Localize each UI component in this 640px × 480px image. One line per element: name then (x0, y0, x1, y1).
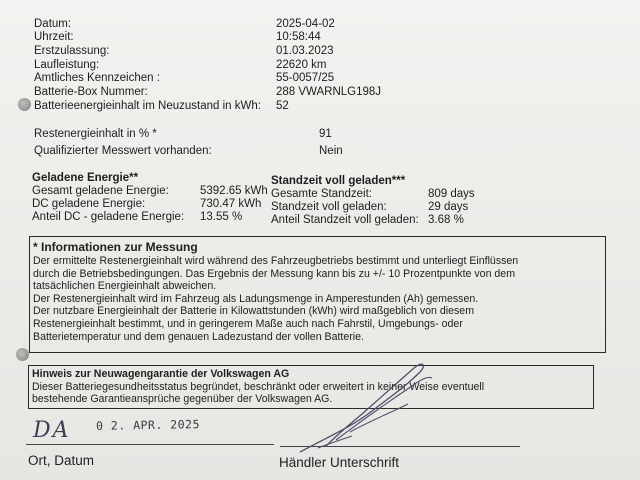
info-line: tatsächlichen Energieinhalt abweichen. (33, 280, 217, 293)
field-value: 29 days (428, 201, 469, 213)
field-label: Laufleistung: (34, 59, 100, 71)
punch-hole-top (18, 98, 31, 111)
field-label: Gesamte Standzeit: (271, 188, 372, 200)
warranty-notice-box (28, 365, 594, 409)
field-value: 91 (319, 128, 332, 140)
warranty-line: bestehende Garantieansprüche gegenüber der Volkswagen AG. (32, 393, 333, 406)
place-date-label: Ort, Datum (28, 453, 95, 468)
info-line: Der Restenergieinhalt wird im Fahrzeug als Ladungsmenge in Amperestunden (Ah) gemessen. (33, 292, 479, 305)
field-label: Restenergieinhalt in % * (34, 128, 157, 140)
signature-line (280, 446, 520, 447)
field-value: 52 (276, 100, 289, 112)
place-date-line (26, 444, 274, 445)
field-label: Standzeit voll geladen: (271, 201, 387, 213)
field-value: 809 days (428, 188, 475, 200)
field-label: Erstzulassung: (34, 45, 110, 57)
field-value: 22620 km (276, 59, 327, 71)
field-label: DC geladene Energie: (32, 198, 146, 210)
punch-hole-bottom (16, 348, 29, 361)
field-value: 3.68 % (428, 214, 464, 226)
field-label: Qualifizierter Messwert vorhanden: (34, 145, 212, 157)
field-label: Amtliches Kennzeichen : (34, 72, 160, 84)
info-line: Restenergieinhalt bestimmt, und in geringerem Maße auch nach Fahrstil, Umgebungs- oder (33, 317, 463, 330)
section-heading: Standzeit voll geladen*** (271, 175, 406, 187)
field-value: 55-0057/25 (276, 72, 335, 84)
field-value: 01.03.2023 (276, 45, 334, 57)
field-value: 288 VWARNLG198J (276, 86, 382, 98)
field-value: 10:58:44 (276, 31, 321, 43)
field-value: 13.55 % (200, 211, 243, 223)
field-label: Batterieenergieinhalt im Neuzustand in kWh: (34, 100, 261, 112)
field-value: 2025-04-02 (276, 18, 335, 30)
info-line: Der nutzbare Energieinhalt der Batterie in Kilowattstunden (kWh) wird maßgeblich von diesem (33, 305, 475, 318)
info-box-title: * Informationen zur Messung (33, 240, 198, 254)
field-value: 5392.65 kWh (200, 185, 268, 197)
field-value: Nein (319, 145, 343, 157)
field-label: Batterie-Box Nummer: (34, 86, 148, 98)
field-label: Uhrzeit: (34, 31, 74, 43)
info-line: durch die Betriebsbedingungen. Das Ergebnis der Messung kann bis zu +/- 10 Prozentpunkte von dem (33, 267, 516, 280)
measurement-info-box (29, 236, 606, 353)
field-label: Gesamt geladene Energie: (32, 185, 169, 197)
section-heading: Geladene Energie** (32, 172, 139, 184)
warranty-line: Dieser Batteriegesundheitsstatus begründet, beschränkt oder erweitert in keiner Weise eventuell (32, 380, 485, 393)
info-line: Der ermittelte Restenergieinhalt wird während des Fahrzeugbetriebs bestimmt und unterliegt Einflüssen (33, 255, 519, 267)
dealer-signature-label: Händler Unterschrift (279, 455, 400, 470)
field-label: Anteil Standzeit voll geladen: (271, 214, 419, 226)
field-label: Datum: (34, 18, 72, 30)
handwritten-place: DA (33, 418, 71, 443)
info-line: Batterietemperatur und dem genauen Ladezustand der vollen Batterie. (33, 330, 364, 343)
field-label: Anteil DC - geladene Energie: (32, 211, 185, 223)
field-value: 730.47 kWh (200, 198, 262, 210)
warranty-title: Hinweis zur Neuwagengarantie der Volkswagen AG (32, 368, 290, 380)
date-stamp: 0 2. APR. 2025 (95, 417, 201, 433)
